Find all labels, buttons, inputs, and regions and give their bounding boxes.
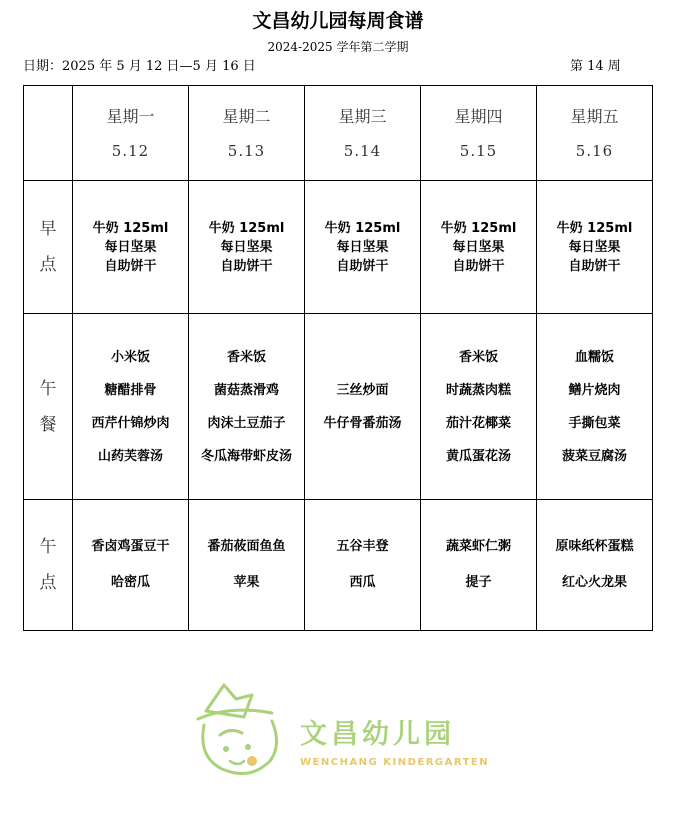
menu-item: 每日坚果 bbox=[220, 239, 273, 255]
menu-item: 自助饼干 bbox=[104, 258, 157, 274]
menu-cell bbox=[421, 181, 537, 314]
menu-item: 西瓜 bbox=[349, 575, 376, 590]
meal-label-char: 点 bbox=[39, 255, 57, 275]
menu-item: 提子 bbox=[465, 575, 492, 590]
day-name: 星期二 bbox=[222, 106, 271, 126]
date-range: 日期：2025 年 5 月 12 日—5 月 16 日 bbox=[23, 59, 256, 74]
day-header-cell bbox=[305, 86, 421, 181]
logo-name-cn: 文昌幼儿园 bbox=[300, 719, 455, 750]
day-date: 5.15 bbox=[459, 142, 498, 161]
menu-item: 香米饭 bbox=[458, 349, 498, 365]
menu-item: 牛奶 125ml bbox=[208, 220, 285, 236]
menu-item: 手撕包菜 bbox=[568, 415, 621, 431]
day-header-cell bbox=[73, 86, 189, 181]
menu-cell bbox=[189, 500, 305, 631]
meal-label-char: 午 bbox=[39, 378, 57, 399]
menu-item: 牛奶 125ml bbox=[324, 220, 401, 236]
menu-item: 香卤鸡蛋豆干 bbox=[91, 539, 170, 554]
day-header-cell bbox=[421, 86, 537, 181]
week-number: 第 14 周 bbox=[570, 59, 621, 74]
day-date: 5.13 bbox=[227, 142, 266, 161]
day-date: 5.12 bbox=[111, 142, 150, 161]
menu-item: 茄汁花椰菜 bbox=[445, 415, 511, 431]
menu-item: 自助饼干 bbox=[568, 258, 621, 274]
lunch-row bbox=[24, 314, 653, 500]
menu-item: 牛奶 125ml bbox=[556, 220, 633, 236]
meal-label-char: 点 bbox=[39, 573, 57, 593]
menu-item: 苹果 bbox=[233, 575, 260, 590]
menu-cell bbox=[305, 500, 421, 631]
menu-item: 哈密瓜 bbox=[110, 575, 150, 590]
day-date: 5.16 bbox=[575, 142, 614, 161]
meal-label-char: 餐 bbox=[39, 414, 57, 435]
menu-item: 血糯饭 bbox=[574, 349, 614, 365]
menu-cell bbox=[537, 500, 653, 631]
meal-label-char: 早 bbox=[39, 219, 57, 239]
table-header-row bbox=[24, 86, 653, 181]
day-name: 星期四 bbox=[454, 106, 503, 126]
meal-label-cell bbox=[24, 181, 73, 314]
menu-item: 时蔬蒸肉糕 bbox=[445, 382, 511, 398]
menu-cell bbox=[421, 314, 537, 500]
menu-cell bbox=[189, 181, 305, 314]
day-name: 星期五 bbox=[570, 106, 619, 126]
menu-item: 原味纸杯蛋糕 bbox=[555, 539, 634, 554]
meal-label-cell bbox=[24, 500, 73, 631]
day-header-cell bbox=[537, 86, 653, 181]
menu-item: 山药芙蓉汤 bbox=[97, 448, 163, 464]
menu-item: 香米饭 bbox=[226, 349, 266, 365]
breakfast-row bbox=[24, 181, 653, 314]
menu-cell bbox=[537, 314, 653, 500]
menu-cell bbox=[305, 314, 421, 500]
menu-item: 西芹什锦炒肉 bbox=[91, 415, 170, 431]
day-name: 星期三 bbox=[338, 106, 387, 126]
menu-item: 菠菜豆腐汤 bbox=[561, 448, 627, 464]
menu-table bbox=[23, 85, 653, 631]
menu-item: 自助饼干 bbox=[452, 258, 505, 274]
menu-item: 菌菇蒸滑鸡 bbox=[213, 382, 279, 398]
menu-cell bbox=[73, 181, 189, 314]
menu-item: 糖醋排骨 bbox=[104, 382, 157, 398]
menu-item: 每日坚果 bbox=[336, 239, 389, 255]
menu-cell bbox=[305, 181, 421, 314]
menu-item: 鳝片烧肉 bbox=[568, 382, 621, 398]
menu-item: 黄瓜蛋花汤 bbox=[445, 448, 511, 464]
logo-name-en: WENCHANG KINDERGARTEN bbox=[300, 757, 490, 768]
menu-item: 每日坚果 bbox=[568, 239, 621, 255]
menu-item: 番茄莜面鱼鱼 bbox=[207, 539, 286, 554]
menu-item: 三丝炒面 bbox=[336, 382, 389, 398]
menu-item: 牛仔骨番茄汤 bbox=[323, 415, 402, 431]
menu-cell bbox=[189, 314, 305, 500]
menu-item: 牛奶 125ml bbox=[440, 220, 517, 236]
corner-cell bbox=[24, 86, 73, 181]
menu-cell bbox=[421, 500, 537, 631]
day-header-cell bbox=[189, 86, 305, 181]
snack-row bbox=[24, 500, 653, 631]
menu-cell bbox=[537, 181, 653, 314]
menu-item: 自助饼干 bbox=[220, 258, 273, 274]
term-label: 2024-2025 学年第二学期 bbox=[267, 40, 409, 54]
meal-label-char: 午 bbox=[39, 537, 57, 557]
menu-item: 每日坚果 bbox=[452, 239, 505, 255]
menu-item: 蔬菜虾仁粥 bbox=[445, 539, 511, 554]
menu-item: 五谷丰登 bbox=[336, 539, 389, 554]
page-title: 文昌幼儿园每周食谱 bbox=[252, 10, 424, 32]
menu-cell bbox=[73, 500, 189, 631]
menu-cell bbox=[73, 314, 189, 500]
menu-item: 小米饭 bbox=[110, 349, 150, 365]
menu-item: 自助饼干 bbox=[336, 258, 389, 274]
menu-item: 冬瓜海带虾皮汤 bbox=[200, 448, 292, 464]
day-date: 5.14 bbox=[343, 142, 382, 161]
menu-item: 红心火龙果 bbox=[561, 575, 627, 590]
meal-label-cell bbox=[24, 314, 73, 500]
menu-item: 肉沫土豆茄子 bbox=[207, 415, 286, 431]
menu-item: 每日坚果 bbox=[104, 239, 157, 255]
menu-item: 牛奶 125ml bbox=[92, 220, 169, 236]
day-name: 星期一 bbox=[106, 106, 155, 126]
